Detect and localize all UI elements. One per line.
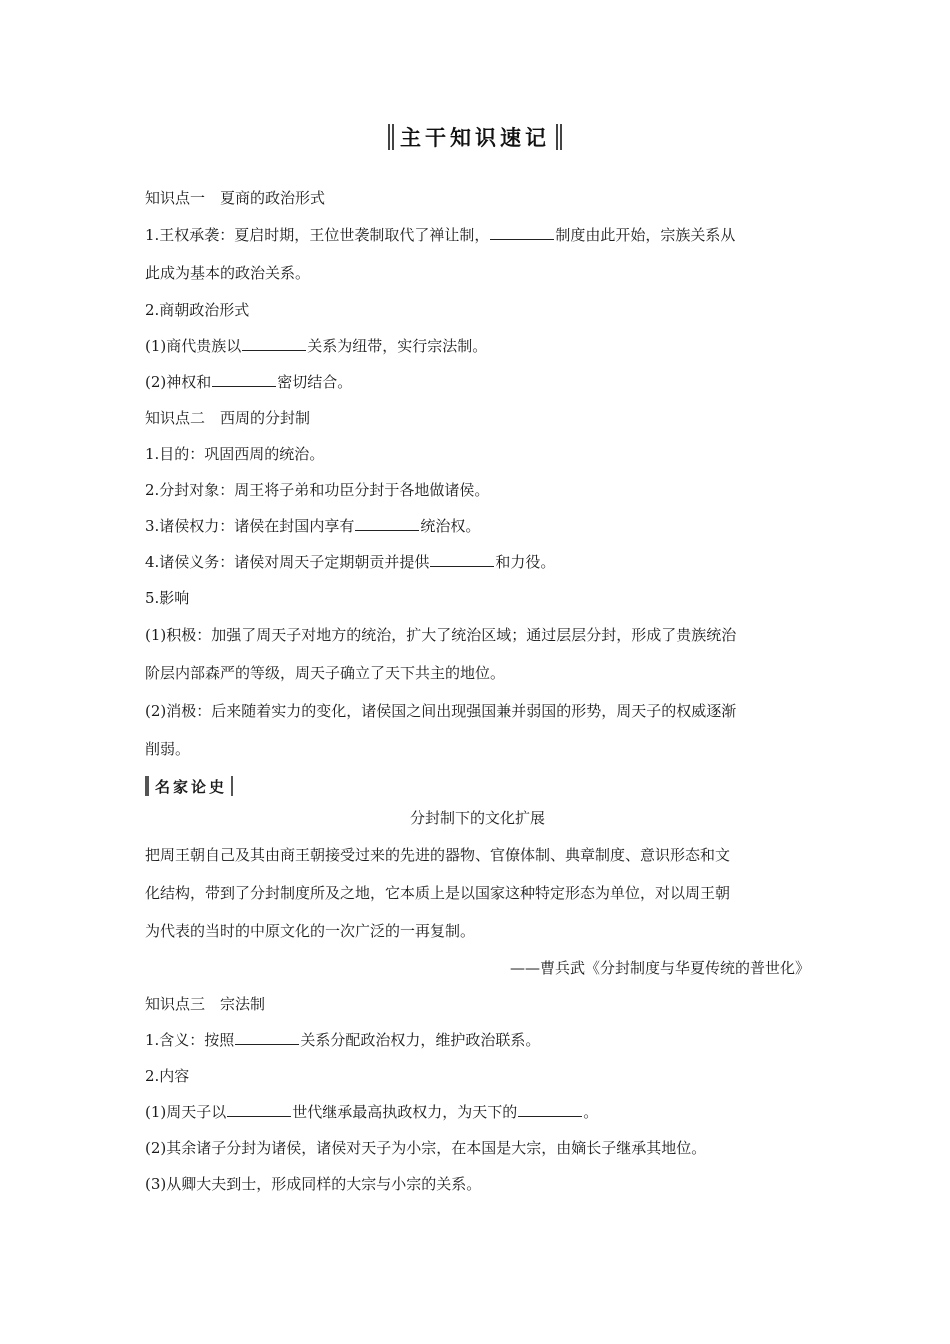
k2-line7-cont: 削弱。 (145, 740, 191, 758)
title-right-bars-icon (556, 124, 562, 150)
fill-blank[interactable] (430, 552, 494, 567)
k3-heading: 知识点三 宗法制 (145, 995, 266, 1013)
fill-blank[interactable] (355, 516, 419, 531)
tag-right-bar-icon (231, 776, 233, 796)
k2-line2: 2.分封对象：周王将子弟和功臣分封于各地做诸侯。 (145, 481, 490, 499)
fill-blank[interactable] (242, 336, 306, 351)
k3-line1: 1.含义：按照 关系分配政治权力，维护政治联系。 (145, 1031, 541, 1049)
k1-line4: (2)神权和 密切结合。 (145, 373, 353, 391)
k2-line5: 5.影响 (145, 589, 190, 607)
k1-line1-cont: 此成为基本的政治关系。 (145, 264, 311, 282)
k3-line5: (3)从卿大夫到士，形成同样的大宗与小宗的关系。 (145, 1175, 482, 1193)
mingjia-tag (145, 772, 233, 800)
mingjia-tag-text: 名家论史 (155, 777, 228, 796)
k1-line3: (1)商代贵族以 关系为纽带，实行宗法制。 (145, 337, 488, 355)
fill-blank[interactable] (212, 372, 276, 387)
fill-blank[interactable] (227, 1102, 291, 1117)
k2-heading: 知识点二 西周的分封制 (145, 409, 311, 427)
k2-line6: (1)积极：加强了周天子对地方的统治，扩大了统治区域；通过层层分封，形成了贵族统治 (145, 626, 737, 644)
fill-blank[interactable] (490, 225, 554, 240)
k3-line3: (1)周天子以 世代继承最高执政权力，为天下的 。 (145, 1103, 599, 1121)
k2-line6-cont: 阶层内部森严的等级，周天子确立了天下共主的地位。 (145, 664, 506, 682)
section-title (0, 122, 950, 154)
fill-blank[interactable] (518, 1102, 582, 1117)
tag-left-bar-icon (145, 776, 149, 796)
k2-line3: 3.诸侯权力：诸侯在封国内享有 统治权。 (145, 517, 481, 535)
mingjia-subtitle: 分封制下的文化扩展 (409, 809, 545, 827)
k2-line1: 1.目的：巩固西周的统治。 (145, 445, 325, 463)
title-left-bars-icon (388, 124, 394, 150)
fill-blank[interactable] (235, 1030, 299, 1045)
mingjia-quote-line1: 把周王朝自己及其由商王朝接受过来的先进的器物、官僚体制、典章制度、意识形态和文 (145, 846, 731, 864)
k1-line1: 1.王权承袭：夏启时期，王位世袭制取代了禅让制， 制度由此开始，宗族关系从 (145, 226, 736, 244)
k3-line4: (2)其余诸子分封为诸侯，诸侯对天子为小宗，在本国是大宗，由嫡长子继承其地位。 (145, 1139, 707, 1157)
k2-line4: 4.诸侯义务：诸侯对周天子定期朝贡并提供 和力役。 (145, 553, 556, 571)
k3-line2: 2.内容 (145, 1067, 190, 1085)
content (145, 180, 810, 1202)
k1-line2: 2.商朝政治形式 (145, 301, 250, 319)
section-title-text: 主干知识速记 (400, 126, 550, 150)
mingjia-source: ——曹兵武《分封制度与华夏传统的普世化》 (509, 959, 810, 977)
k1-heading: 知识点一 夏商的政治形式 (145, 189, 326, 207)
mingjia-quote-line2: 化结构，带到了分封制度所及之地，它本质上是以国家这种特定形态为单位，对以周王朝 (145, 884, 731, 902)
k2-line7: (2)消极：后来随着实力的变化，诸侯国之间出现强国兼并弱国的形势，周天子的权威逐渐 (145, 702, 737, 720)
mingjia-quote-line3: 为代表的当时的中原文化的一次广泛的一再复制。 (145, 922, 476, 940)
